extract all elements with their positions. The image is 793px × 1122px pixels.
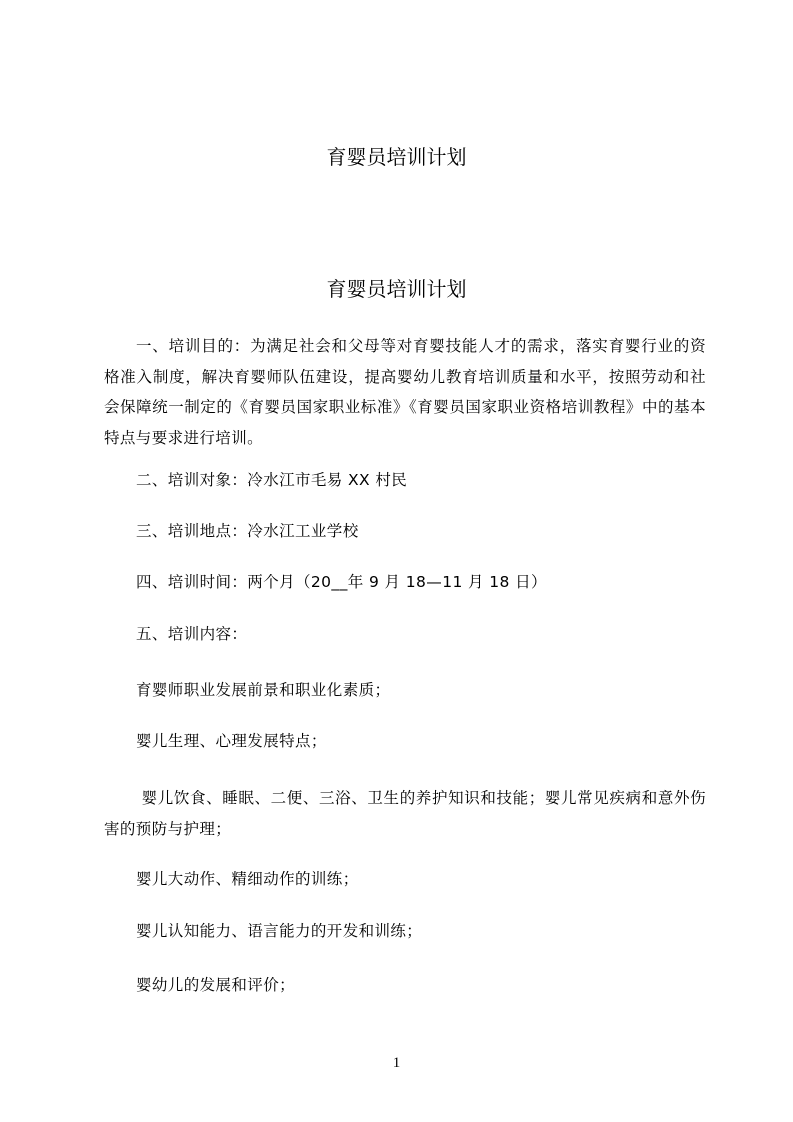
list-item: 婴儿饮食、睡眠、二便、三浴、卫生的养护知识和技能；婴儿常见疾病和意外伤害的预防与护理； — [104, 789, 706, 838]
list-item: 婴儿生理、心理发展特点； — [136, 732, 327, 750]
paragraph-content-heading: 五、培训内容： — [136, 625, 248, 643]
list-item: 婴儿认知能力、语言能力的开发和训练； — [136, 922, 423, 940]
list-item: 育婴师职业发展前景和职业化素质； — [136, 681, 391, 699]
paragraph-time: 四、培训时间：两个月（20__年 9 月 18—11 月 18 日） — [136, 573, 547, 591]
paragraph-purpose: 一、培训目的：为满足社会和父母等对育婴技能人才的需求，落实育婴行业的资格准入制度，解决育婴师队伍建设，提高婴幼儿教育培训质量和水平，按照劳动和社会保障统一制定的《育婴员国家职业标准》《育婴员国家职业资格培训教程》中的基本特点与要求进行培训。 — [104, 337, 706, 447]
page-number: 1 — [392, 1055, 401, 1071]
paragraph-target: 二、培训对象：冷水江市毛易 XX 村民 — [136, 471, 408, 489]
header-title: 育婴员培训计划 — [326, 145, 467, 169]
document-title: 育婴员培训计划 — [326, 277, 467, 301]
list-item: 婴儿大动作、精细动作的训练； — [136, 870, 359, 888]
list-item: 婴幼儿的发展和评价； — [136, 976, 296, 994]
paragraph-location: 三、培训地点：冷水江工业学校 — [136, 522, 359, 540]
